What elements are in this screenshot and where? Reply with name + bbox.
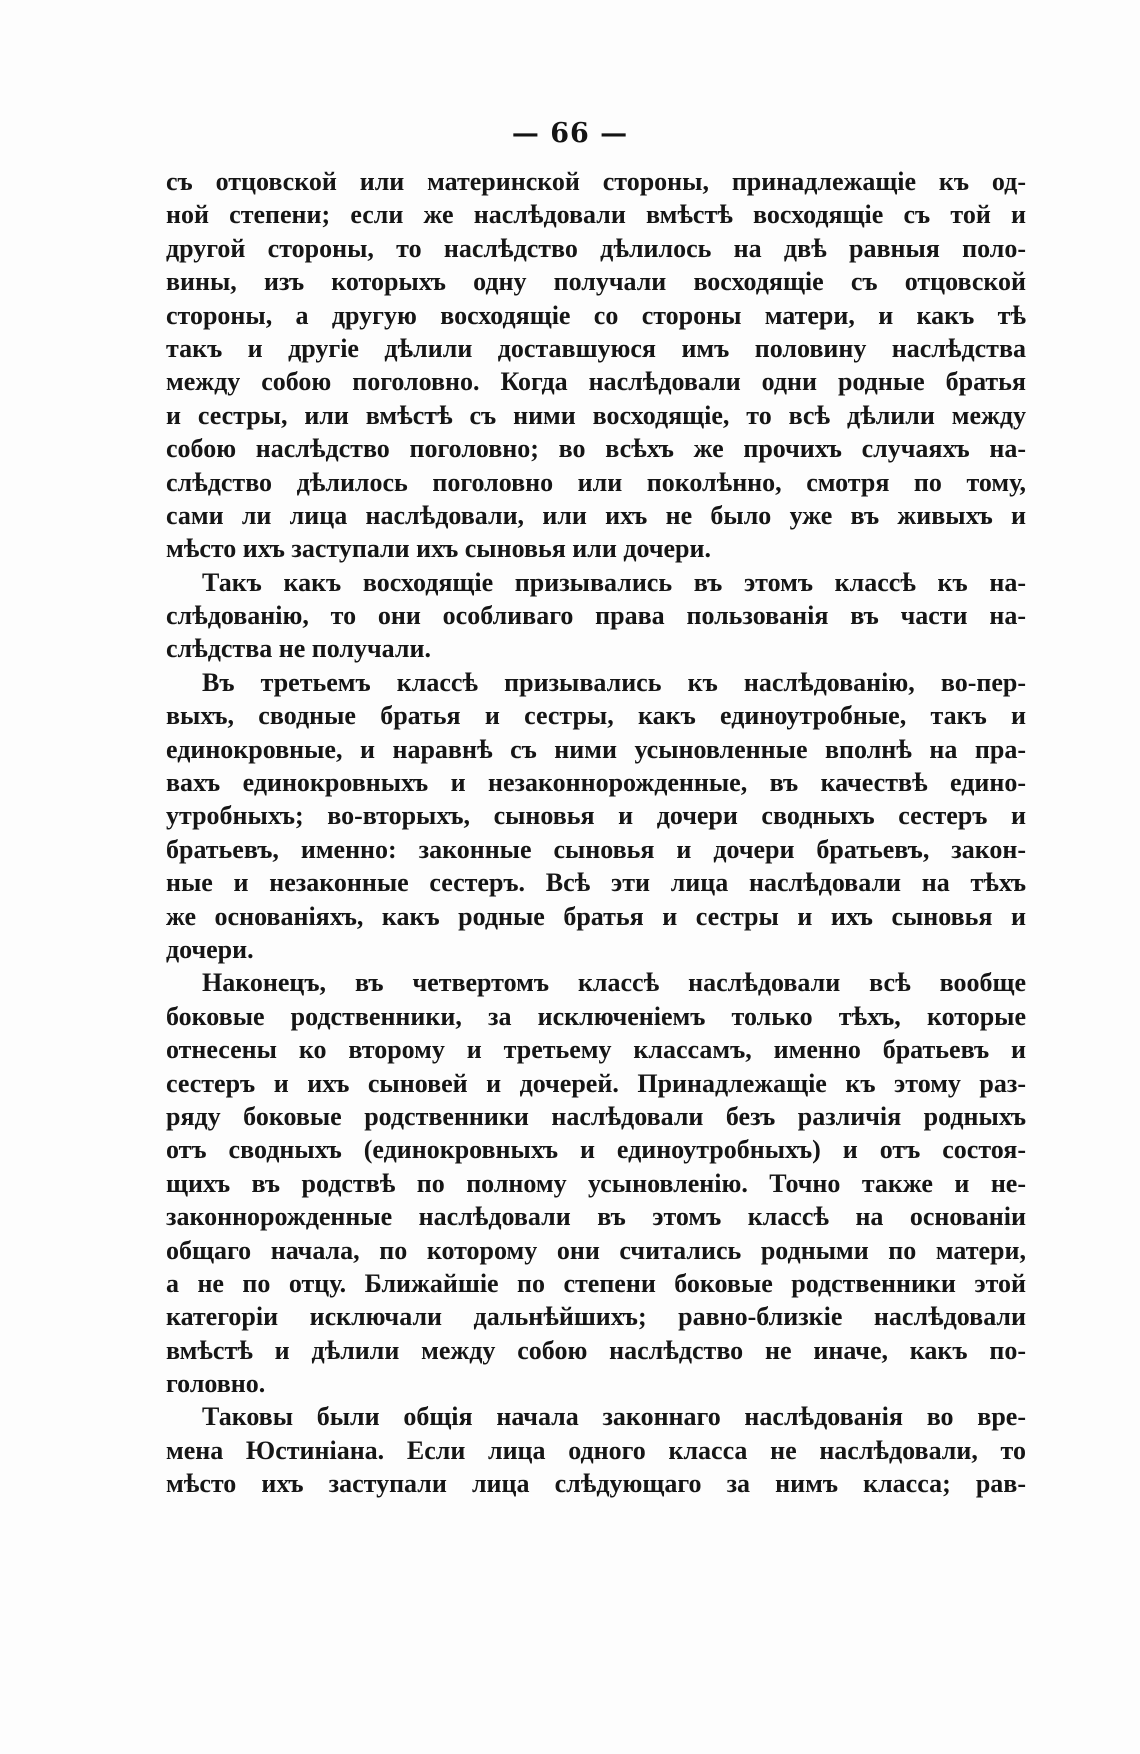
- text-line: другой стороны, то наслѣдство дѣлилось на двѣ равныя поло-: [166, 233, 1026, 263]
- text-line: собою наслѣдство поголовно; во всѣхъ же прочихъ случаяхъ на-: [166, 434, 1026, 464]
- text-line: сами ли лица наслѣдовали, или ихъ не было уже въ живыхъ и: [166, 500, 1026, 530]
- text-line: законнорожденные наслѣдовали въ этомъ классѣ на основаніи: [166, 1202, 1026, 1232]
- text-line: отнесены ко второму и третьему классамъ, именно братьевъ и: [166, 1035, 1026, 1065]
- text-line: между собою поголовно. Когда наслѣдовали одни родные братья: [166, 367, 1026, 397]
- text-line: мена Юстиніана. Если лица одного класса не наслѣдовали, то: [166, 1435, 1026, 1465]
- text-line: Таковы были общія начала законнаго наслѣдованія во вре-: [202, 1402, 1026, 1432]
- text-line: вины, изъ которыхъ одну получали восходящіе съ отцовской: [166, 267, 1026, 297]
- text-line: Наконецъ, въ четвертомъ классѣ наслѣдовали всѣ вообще: [202, 968, 1026, 998]
- text-line: ной степени; если же наслѣдовали вмѣстѣ восходящіе съ той и: [166, 200, 1026, 230]
- text-line: стороны, а другую восходящіе со стороны матери, и какъ тѣ: [166, 300, 1026, 330]
- text-line: же основаніяхъ, какъ родные братья и сестры и ихъ сыновья и: [166, 901, 1026, 931]
- text-line: вмѣстѣ и дѣлили между собою наслѣдство не иначе, какъ по-: [166, 1335, 1026, 1365]
- text-line: мѣсто ихъ заступали лица слѣдующаго за нимъ класса; рав-: [166, 1469, 1026, 1499]
- paragraph-2: [166, 566, 1026, 666]
- text-line: и сестры, или вмѣстѣ съ ними восходящіе, то всѣ дѣлили между: [166, 400, 1026, 430]
- text-line: а не по отцу. Ближайшіе по степени боковые родственники этой: [166, 1268, 1026, 1298]
- text-line: слѣдства не получали.: [166, 634, 431, 664]
- text-line: сестеръ и ихъ сыновей и дочерей. Принадлежащіе къ этому раз-: [166, 1068, 1026, 1098]
- page-number: — 66 —: [511, 118, 629, 149]
- paragraph-4: [166, 966, 1026, 1400]
- text-body: [166, 165, 1026, 1501]
- text-line: щихъ въ родствѣ по полному усыновленію. Точно также и не-: [166, 1168, 1026, 1198]
- text-line: общаго начала, по которому они считались родными по матери,: [166, 1235, 1026, 1265]
- text-line: утробныхъ; во-вторыхъ, сыновья и дочери сводныхъ сестеръ и: [166, 801, 1026, 831]
- text-line: слѣдство дѣлилось поголовно или поколѣнно, смотря по тому,: [166, 467, 1026, 497]
- text-line: единокровные, и наравнѣ съ ними усыновленные вполнѣ на пра-: [166, 734, 1026, 764]
- text-line: боковые родственники, за исключеніемъ только тѣхъ, которые: [166, 1001, 1026, 1031]
- paragraph-3: [166, 666, 1026, 967]
- text-line: ные и незаконные сестеръ. Всѣ эти лица наслѣдовали на тѣхъ: [166, 868, 1026, 898]
- text-line: вахъ единокровныхъ и незаконнорожденные, въ качествѣ едино-: [166, 768, 1026, 798]
- text-line: слѣдованію, то они особливаго права пользованія въ части на-: [166, 601, 1026, 631]
- text-line: отъ сводныхъ (единокровныхъ и единоутробныхъ) и отъ состоя-: [166, 1135, 1026, 1165]
- text-line: Такъ какъ восходящіе призывались въ этомъ классѣ къ на-: [202, 567, 1026, 597]
- text-line: такъ и другіе дѣлили доставшуюся имъ половину наслѣдства: [166, 333, 1026, 363]
- paragraph-1: [166, 165, 1026, 566]
- paragraph-5: [166, 1400, 1026, 1500]
- text-line: ряду боковые родственники наслѣдовали безъ различія родныхъ: [166, 1101, 1026, 1131]
- text-line: съ отцовской или материнской стороны, принадлежащіе къ од-: [166, 167, 1026, 196]
- text-line: Въ третьемъ классѣ призывались къ наслѣдованію, во-пер-: [202, 667, 1026, 697]
- text-line: мѣсто ихъ заступали ихъ сыновья или дочери.: [166, 534, 711, 564]
- text-line: категоріи исключали дальнѣйшихъ; равно-близкіе наслѣдовали: [166, 1302, 1026, 1332]
- text-line: выхъ, сводные братья и сестры, какъ единоутробные, такъ и: [166, 701, 1026, 731]
- text-line: головно.: [166, 1369, 266, 1399]
- text-line: братьевъ, именно: законные сыновья и дочери братьевъ, закон-: [166, 834, 1026, 864]
- text-line: дочери.: [166, 934, 254, 964]
